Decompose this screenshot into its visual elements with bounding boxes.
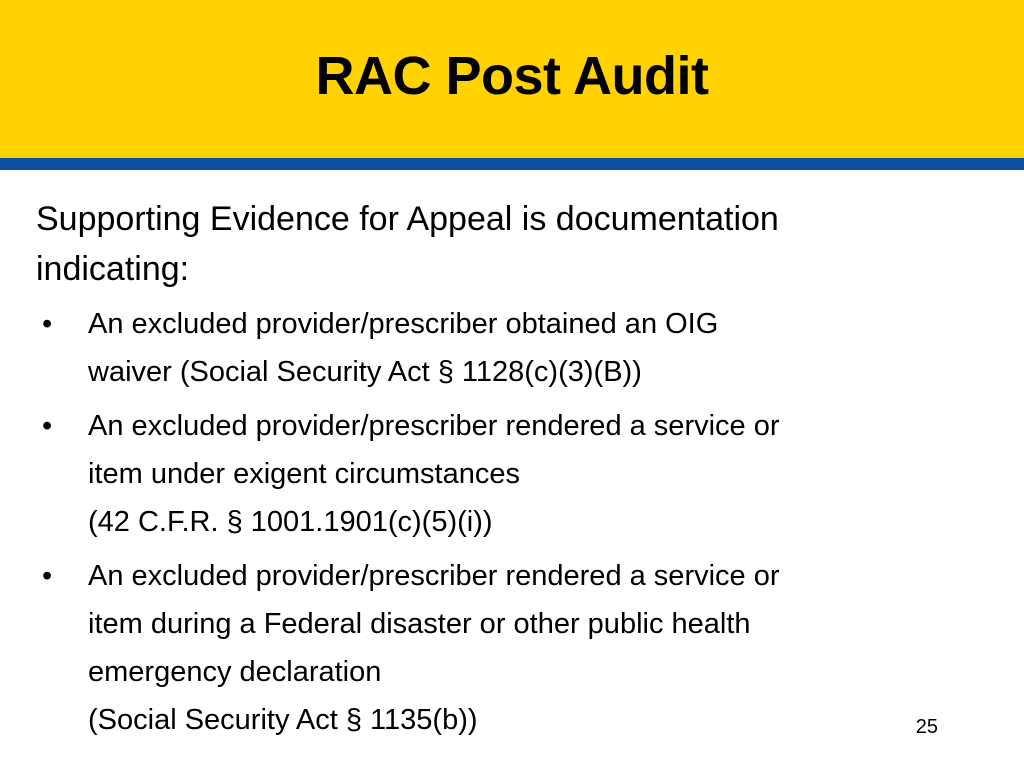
- bullet-list: [36, 300, 976, 744]
- bullet-line: item under exigent circumstances: [88, 458, 520, 490]
- bullet-icon: •: [42, 560, 53, 592]
- bullet-item: [36, 402, 976, 546]
- intro-text: [36, 194, 976, 294]
- bullet-line: An excluded provider/prescriber rendered a service or: [88, 560, 780, 592]
- bullet-line: An excluded provider/prescriber rendered a service or: [88, 410, 780, 442]
- bullet-item: [36, 552, 976, 744]
- bullet-line: waiver (Social Security Act § 1128(c)(3)(B)): [88, 356, 642, 388]
- bullet-line: item during a Federal disaster or other public health: [88, 608, 751, 640]
- title-divider: [0, 158, 1024, 170]
- slide-body: [36, 194, 976, 750]
- slide-title: RAC Post Audit: [315, 46, 709, 106]
- bullet-line: (Social Security Act § 1135(b)): [88, 704, 478, 736]
- bullet-icon: •: [42, 308, 53, 340]
- bullet-line: An excluded provider/prescriber obtained an OIG: [88, 308, 719, 340]
- intro-line: indicating:: [36, 250, 190, 288]
- bullet-line: emergency declaration: [88, 656, 382, 688]
- bullet-line: (42 C.F.R. § 1001.1901(c)(5)(i)): [88, 506, 493, 538]
- title-banner: [0, 0, 1024, 158]
- intro-line: Supporting Evidence for Appeal is documentation: [36, 200, 779, 238]
- bullet-item: [36, 300, 976, 396]
- page-number: 25: [915, 716, 938, 738]
- bullet-icon: •: [42, 410, 53, 442]
